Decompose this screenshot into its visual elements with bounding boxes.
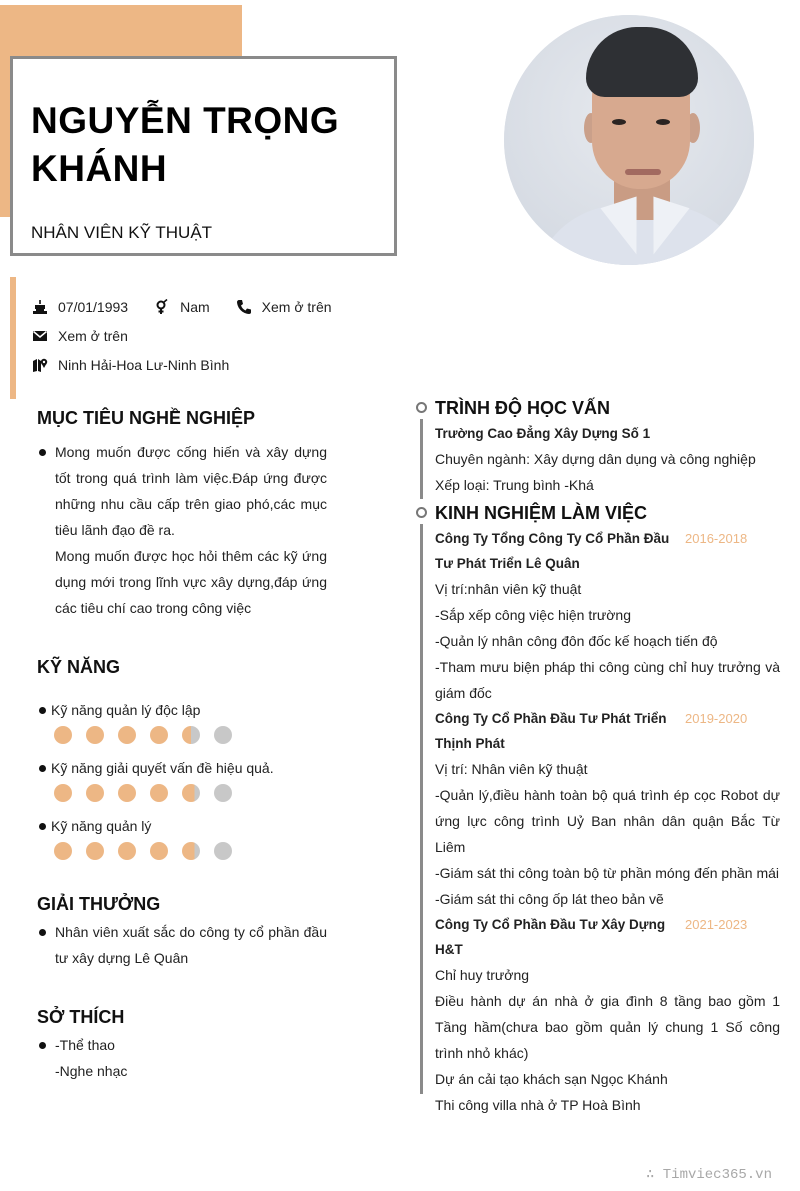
- skill-rating: [37, 784, 327, 806]
- job-line: Vị trí:nhân viên kỹ thuật: [435, 581, 582, 597]
- job-company: Công Ty Cổ Phần Đầu Tư Xây Dựng H&T: [435, 917, 666, 957]
- experience-heading: KINH NGHIỆM LÀM VIỆC: [435, 503, 648, 523]
- rating-dot-icon: [118, 842, 136, 860]
- hobby-item: -Nghe nhạc: [55, 1063, 128, 1079]
- skill-item: [37, 700, 327, 748]
- award-item: Nhân viên xuất sắc do công ty cổ phần đầu tư xây dựng Lê Quân: [37, 919, 327, 971]
- education-section: [435, 397, 780, 498]
- rating-dot-icon: [54, 726, 72, 744]
- education-school: Trường Cao Đẳng Xây Dựng Số 1: [435, 426, 651, 441]
- job-line: Chỉ huy trưởng: [435, 967, 530, 983]
- objective-heading: MỤC TIÊU NGHỀ NGHIỆP: [37, 408, 256, 428]
- skill-rating: [37, 842, 327, 864]
- hobbies-section: [37, 1007, 327, 1084]
- rating-dot-icon: [182, 784, 200, 802]
- rating-dot-icon: [54, 842, 72, 860]
- job-line: -Giám sát thi công ốp lát theo bản vẽ: [435, 891, 664, 907]
- hobby-bullet: [37, 1032, 327, 1084]
- candidate-name: NGUYỄN TRỌNG KHÁNH: [31, 100, 340, 189]
- rating-dot-icon: [54, 784, 72, 802]
- rating-dot-icon: [214, 842, 232, 860]
- job-line: -Sắp xếp công việc hiện trường: [435, 607, 631, 623]
- rating-dot-icon: [86, 726, 104, 744]
- rating-dot-icon: [86, 784, 104, 802]
- job-line: -Quản lý,điều hành toàn bộ quá trình ép cọc Robot dự ứng lực công trình Uỷ Ban nhân dân quận Bắc Từ Liêm: [435, 787, 780, 855]
- job-entry: [435, 706, 780, 912]
- job-line: Vị trí: Nhân viên kỹ thuật: [435, 761, 588, 777]
- skill-label: Kỹ năng quản lý: [37, 816, 327, 836]
- job-company: Công Ty Cổ Phần Đầu Tư Phát Triển Thịnh Phát: [435, 711, 667, 751]
- rating-dot-icon: [118, 784, 136, 802]
- rating-dot-icon: [182, 726, 200, 744]
- contact-gender: Nam: [152, 299, 210, 315]
- skills-section: [37, 657, 327, 864]
- timeline-marker-icon: [416, 507, 427, 518]
- rating-dot-icon: [86, 842, 104, 860]
- rating-dot-icon: [182, 842, 200, 860]
- hobby-item: -Thể thao: [55, 1037, 115, 1053]
- hobbies-heading: SỞ THÍCH: [37, 1007, 125, 1027]
- job-line: Thi công villa nhà ở TP Hoà Bình: [435, 1097, 641, 1113]
- timeline-marker-icon: [416, 402, 427, 413]
- skill-rating: [37, 726, 327, 748]
- watermark: ∴ Timviec365.vn: [645, 1167, 772, 1183]
- phone-icon: [234, 299, 254, 315]
- skill-label: Kỹ năng quản lý độc lập: [37, 700, 327, 720]
- job-years: 2016-2018: [685, 531, 748, 546]
- objective-paragraph: Mong muốn được cống hiến và xây dựng tốt trong quá trình làm việc.Đáp ứng được những nhu cầu cấp trên giao phó,các mục tiêu lãnh đạo đề ra.: [55, 444, 327, 538]
- rating-dot-icon: [118, 726, 136, 744]
- job-years: 2021-2023: [685, 917, 748, 932]
- map-marker-icon: [30, 357, 50, 373]
- education-grade: Xếp loại: Trung bình -Khá: [435, 477, 594, 493]
- education-heading: TRÌNH ĐỘ HỌC VẤN: [435, 398, 610, 418]
- skills-heading: KỸ NĂNG: [37, 657, 121, 677]
- experience-section: [435, 502, 780, 1118]
- skill-item: [37, 758, 327, 806]
- rating-dot-icon: [150, 842, 168, 860]
- name-box: [10, 56, 397, 256]
- left-column: [37, 408, 327, 1084]
- rating-dot-icon: [150, 726, 168, 744]
- contact-info: [30, 292, 356, 379]
- timeline-line: [420, 419, 423, 499]
- contact-phone: Xem ở trên: [234, 299, 332, 315]
- rating-dot-icon: [150, 784, 168, 802]
- gender-icon: [152, 299, 172, 315]
- job-entry: [435, 912, 780, 1118]
- job-entry: [435, 526, 780, 706]
- awards-section: [37, 894, 327, 971]
- rating-dot-icon: [214, 784, 232, 802]
- job-years: 2019-2020: [685, 711, 748, 726]
- job-title: NHÂN VIÊN KỸ THUẬT: [31, 223, 213, 242]
- objective-bullet: [37, 439, 327, 621]
- contact-address: Ninh Hải-Hoa Lư-Ninh Bình: [30, 357, 229, 373]
- skill-item: [37, 816, 327, 864]
- contact-birthday: 07/01/1993: [30, 299, 128, 315]
- job-company: Công Ty Tổng Công Ty Cổ Phần Đầu Tư Phát Triển Lê Quân: [435, 531, 670, 571]
- contact-email: Xem ở trên: [30, 328, 128, 344]
- job-line: -Quản lý nhân công đôn đốc kế hoạch tiến độ: [435, 633, 718, 649]
- skill-label: Kỹ năng giải quyết vấn đề hiệu quả.: [37, 758, 327, 778]
- job-line: -Giám sát thi công toàn bộ từ phần móng đến phần mái: [435, 865, 780, 881]
- awards-heading: GIẢI THƯỞNG: [37, 894, 161, 914]
- rating-dot-icon: [214, 726, 232, 744]
- job-line: Điều hành dự án nhà ở gia đình 8 tầng bao gồm 1 Tầng hầm(chưa bao gồm quản lý chung 1 Số công trình nhỏ khác): [435, 993, 780, 1061]
- birthday-cake-icon: [30, 299, 50, 315]
- contact-accent-bar: [10, 277, 16, 399]
- avatar-photo: [504, 15, 754, 265]
- timeline-line: [420, 524, 423, 1094]
- objective-section: [37, 408, 327, 621]
- envelope-icon: [30, 328, 50, 344]
- job-line: Dự án cải tạo khách sạn Ngọc Khánh: [435, 1071, 668, 1087]
- education-major: Chuyên ngành: Xây dựng dân dụng và công nghiệp: [435, 451, 756, 467]
- objective-paragraph: Mong muốn được học hỏi thêm các kỹ ứng dụng mới trong lĩnh vực xây dựng,đáp ứng các tiêu chí cao trong công việc: [55, 548, 327, 616]
- job-line: -Tham mưu biện pháp thi công cùng chỉ huy trưởng và giám đốc: [435, 659, 780, 701]
